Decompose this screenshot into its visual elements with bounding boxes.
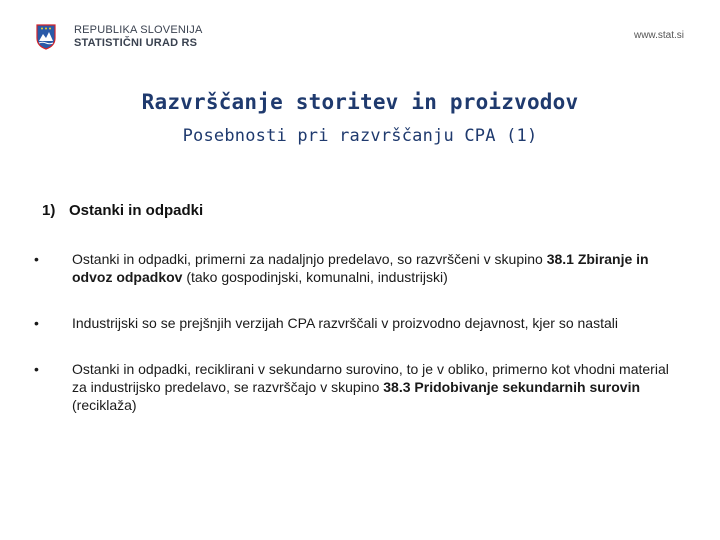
org-line-2: STATISTIČNI URAD RS — [74, 37, 198, 49]
bullet-text: (tako gospodinjski, komunalni, industrijski) — [182, 269, 448, 285]
header — [36, 22, 684, 58]
bullet-text: (reciklaža) — [72, 397, 137, 413]
organization-name — [74, 24, 203, 50]
slovenia-crest-icon — [36, 24, 56, 50]
list-item — [34, 360, 684, 414]
bullet-marker: • — [34, 251, 39, 267]
section-title: Ostanki in odpadki — [69, 202, 204, 219]
list-item — [34, 250, 684, 286]
bullet-bold-text: 38.3 Pridobivanje sekundarnih surovin — [383, 379, 641, 395]
website-url: www.stat.si — [633, 30, 684, 41]
list-item — [34, 314, 684, 332]
bullet-bold-text: 38.1 Zbiranje in odvoz odpadkov — [72, 251, 649, 285]
section-heading — [42, 202, 203, 219]
section-number: 1) — [42, 202, 56, 219]
slide-subtitle: Posebnosti pri razvrščanju CPA (1) — [182, 126, 538, 146]
bullet-text: Industrijski so se prejšnjih verzijah CPA razvrščali v proizvodno dejavnost, kjer so nastali — [72, 315, 618, 331]
slide-title: Razvrščanje storitev in proizvodov — [141, 90, 579, 114]
bullet-marker: • — [34, 361, 39, 377]
bullet-marker: • — [34, 315, 39, 331]
bullet-text: Ostanki in odpadki, primerni za nadaljnjo predelavo, so razvrščeni v skupino — [72, 251, 547, 267]
org-line-1: REPUBLIKA SLOVENIJA — [74, 24, 203, 36]
bullet-text: Ostanki in odpadki, reciklirani v sekundarno surovino, to je v obliko, primerno kot vhodni material za industrijsko predelavo, se razvrščajo v skupino — [72, 361, 669, 395]
bullet-list — [34, 250, 684, 414]
